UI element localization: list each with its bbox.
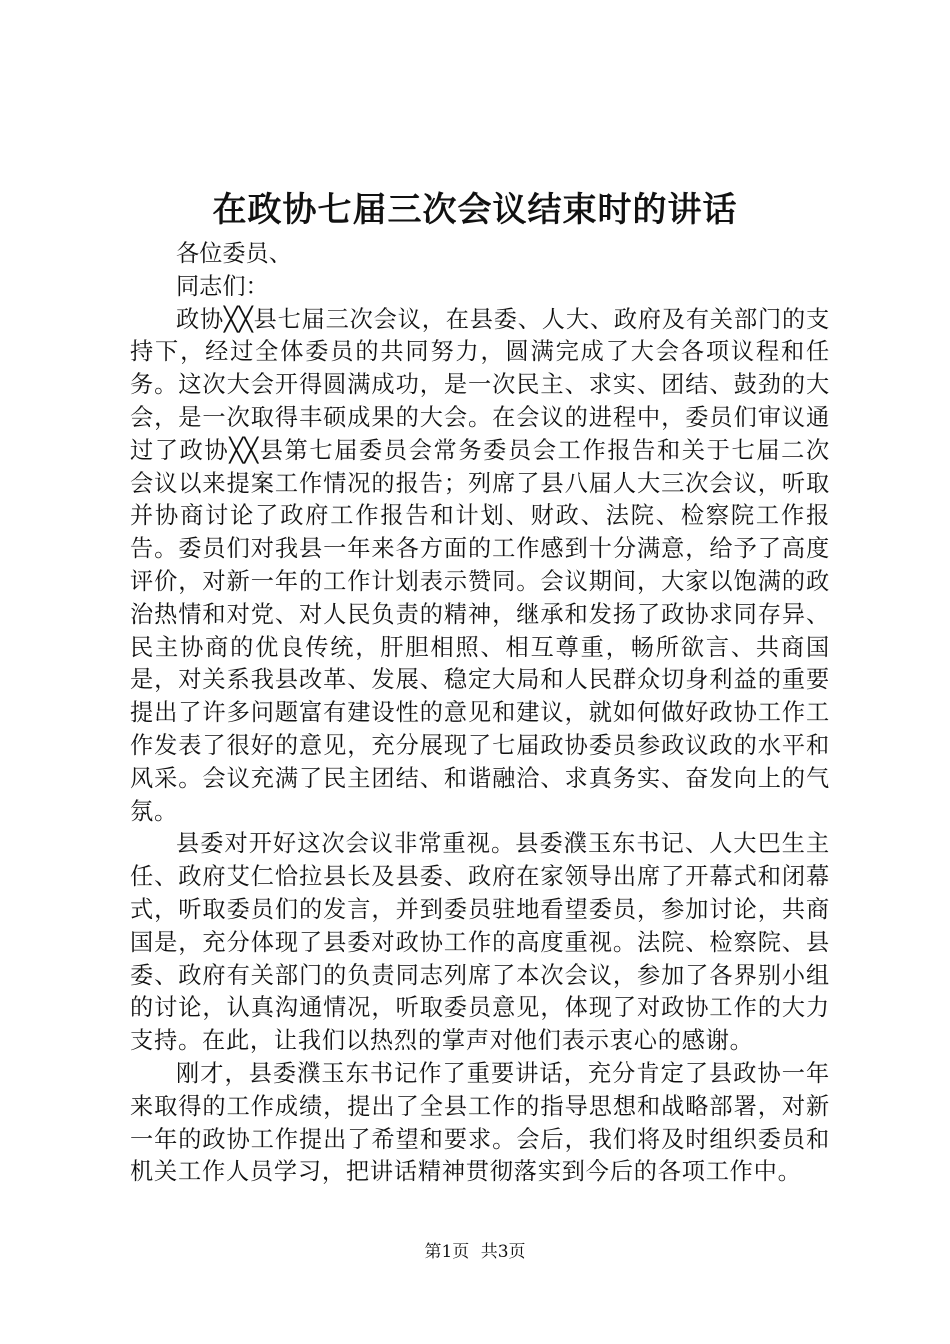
page-number: 第1页 xyxy=(424,1242,470,1262)
page-total: 共3页 xyxy=(480,1242,526,1262)
document-body xyxy=(130,238,830,1189)
paragraph-1: 政协╳╳县七届三次会议，在县委、人大、政府及有关部门的支持下，经过全体委员的共同努力，圆满完成了大会各项议程和任务。这次大会开得圆满成功，是一次民主、求实、团结、鼓劲的大会，是一次取得丰硕成果的大会。在会议的进程中，委员们审议通过了政协╳╳县第七届委员会常务委员会工作报告和关于七届二次会议以来提案工作情况的报告；列席了县八届人大三次会议，听取并协商讨论了政府工作报告和计划、财政、法院、检察院工作报告。委员们对我县一年来各方面的工作感到十分满意，给予了高度评价，对新一年的工作计划表示赞同。会议期间，大家以饱满的政治热情和对党、对人民负责的精神，继承和发扬了政协求同存异、民主协商的优良传统，肝胆相照、相互尊重，畅所欲言、共商国是，对关系我县改革、发展、稳定大局和人民群众切身利益的重要提出了许多问题富有建设性的意见和建议，就如何做好政协工作工作发表了很好的意见，充分展现了七届政协委员参政议政的水平和风采。会议充满了民主团结、和谐融洽、求真务实、奋发向上的气氛。 xyxy=(130,305,830,825)
salutation-line-2: 同志们： xyxy=(176,272,269,300)
paragraph-2: 县委对开好这次会议非常重视。县委濮玉东书记、人大巴生主任、政府艾仁恰拉县长及县委、政府在家领导出席了开幕式和闭幕式，听取委员们的发言，并到委员驻地看望委员，参加讨论，共商国是，充分体现了县委对政协工作的高度重视。法院、检察院、县委、政府有关部门的负责同志列席了本次会议，参加了各界别小组的讨论，认真沟通情况，听取委员意见，体现了对政协工作的大力支持。在此，让我们以热烈的掌声对他们表示衷心的感谢。 xyxy=(130,830,830,1055)
salutation-line-1: 各位委员、 xyxy=(176,240,292,267)
document-title: 在政协七届三次会议结束时的讲话 xyxy=(212,190,738,230)
paragraph-3: 刚才，县委濮玉东书记作了重要讲话，充分肯定了县政协一年来取得的工作成绩，提出了全县工作的指导思想和战略部署，对新一年的政协工作提出了希望和要求。会后，我们将及时组织委员和机关工作人员学习，把讲话精神贯彻落实到今后的各项工作中。 xyxy=(130,1059,830,1186)
page-footer xyxy=(0,1240,950,1264)
